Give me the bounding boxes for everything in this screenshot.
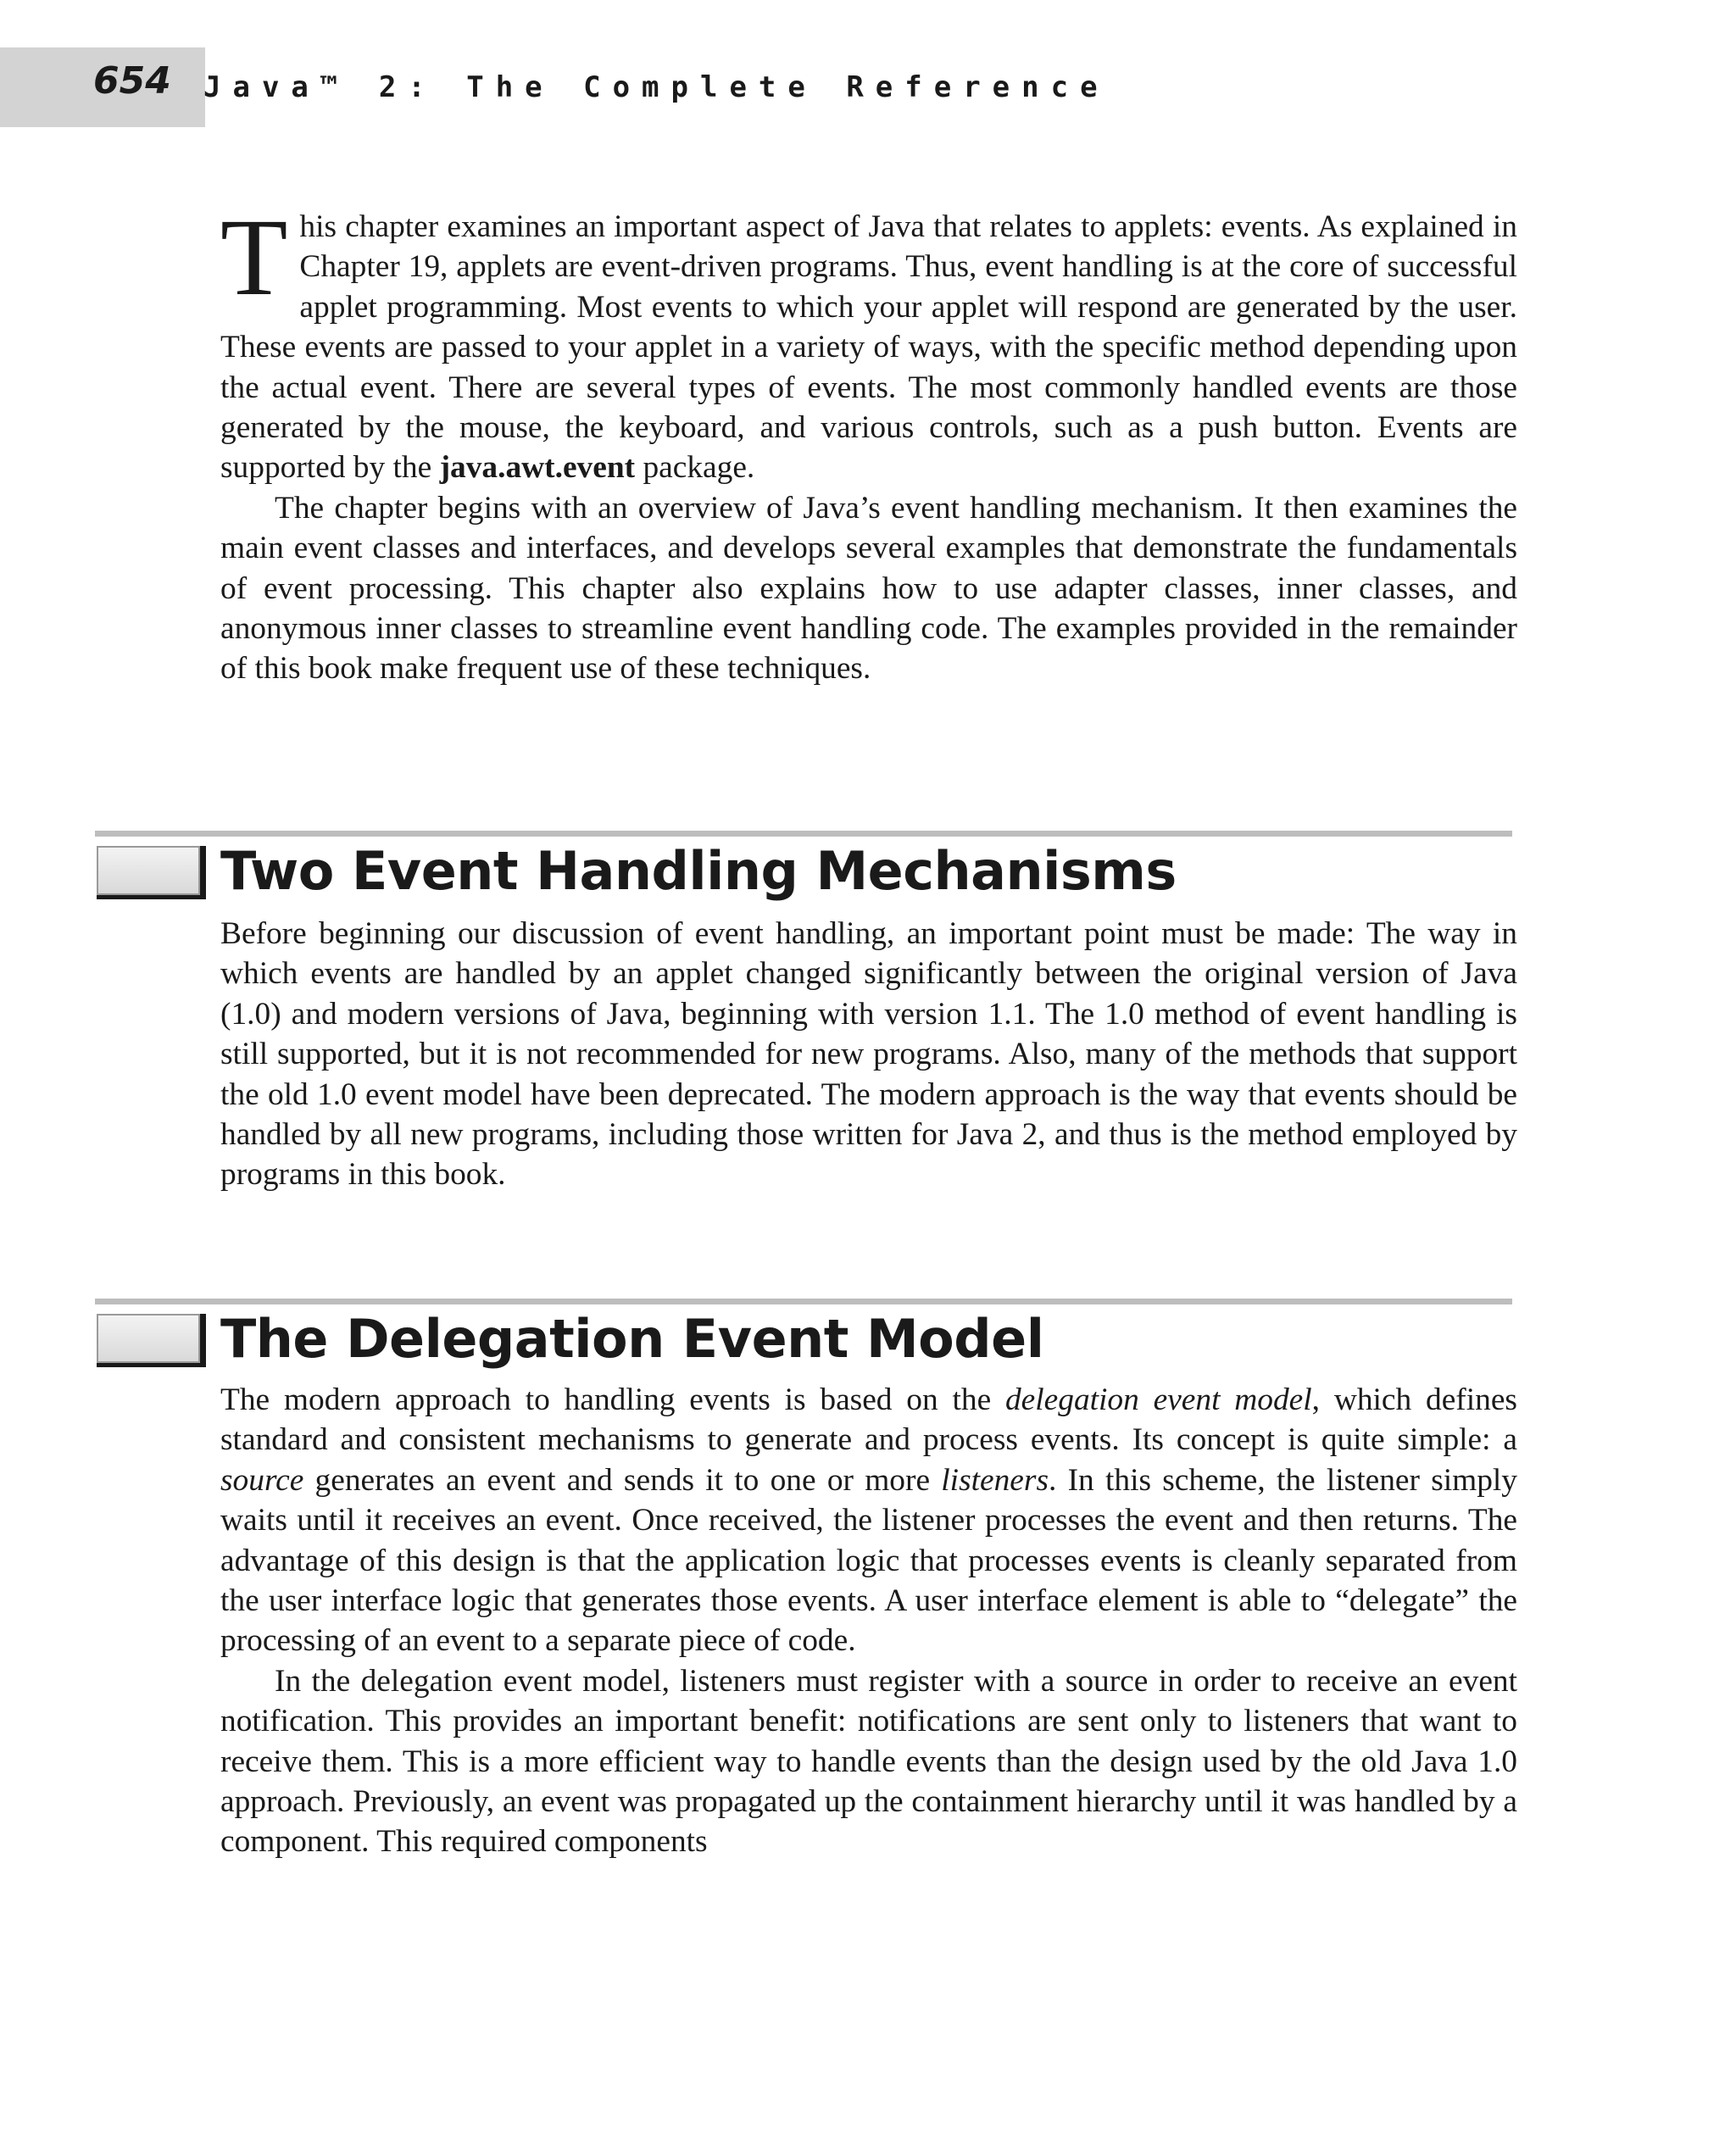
section-title: Two Event Handling Mechanisms bbox=[220, 840, 1177, 902]
section-marker-box bbox=[97, 1314, 206, 1367]
text-run: The modern approach to handling events is based on the bbox=[220, 1382, 1005, 1417]
section-heading-delegation-model bbox=[95, 1299, 1512, 1375]
section-rule bbox=[95, 831, 1512, 837]
page-number: 654 bbox=[93, 59, 171, 103]
drop-cap: T bbox=[220, 197, 288, 319]
section1-paragraph-1: Before beginning our discussion of event handling, an important point must be made: The way in which events are handled by an applet changed significantly between the original version of Java (1.0) and modern versions of Java, beginning with version 1.1. The 1.0 method of event handling is still supported, but it is not recommended for new programs. Also, many of the methods that support the old 1.0 event model have been deprecated. The modern approach is the way that events should be handled by all new programs, including those written for Java 2, and thus is the method employed by programs in this book. bbox=[220, 916, 1517, 1193]
intro-paragraph-1 bbox=[220, 197, 1517, 488]
section-heading-two-mechanisms bbox=[95, 831, 1512, 907]
section-title: The Delegation Event Model bbox=[220, 1308, 1044, 1370]
section-marker-box bbox=[97, 846, 206, 899]
term-source: source bbox=[220, 1462, 304, 1498]
section1-text bbox=[220, 914, 1517, 1195]
text-run: generates an event and sends it to one or more bbox=[303, 1462, 942, 1498]
section-rule bbox=[95, 1299, 1512, 1304]
package-name: java.awt.event bbox=[439, 450, 636, 486]
term-listeners: listeners bbox=[941, 1462, 1049, 1498]
text-run: . In this scheme, the listener simply waits until it receives an event. Once received, the listener processes the event and then returns. The advantage of this design is that the application logic that processes events is cleanly separated from the user interface logic that generates those events. A user interface element is able to “delegate” the processing of an event to a separate piece of code. bbox=[220, 1462, 1517, 1659]
intro-paragraph-2: The chapter begins with an overview of Java’s event handling mechanism. It then examines the main event classes and interfaces, and develops several examples that demonstrate the fundamentals of event processing. This chapter also explains how to use adapter classes, inner classes, and anonymous inner classes to streamline event handling code. The examples provided in the remainder of this book make frequent use of these techniques. bbox=[220, 490, 1517, 687]
term-delegation-event-model: delegation event model bbox=[1004, 1382, 1312, 1417]
intro-text bbox=[220, 197, 1517, 689]
running-title: Java™ 2: The Complete Reference bbox=[203, 70, 1110, 104]
intro-paragraph-1-end: package. bbox=[635, 450, 755, 486]
section2-paragraph-2: In the delegation event model, listeners must register with a source in order to receive an event notification. This provides an important benefit: notifications are sent only to listeners that want to receive them. This is a more efficient way to handle events than the design used by the old Java 1.0 approach. Previously, an event was propagated up the containment hierarchy until it was handled by a component. This required components bbox=[220, 1663, 1517, 1860]
intro-paragraph-1-text: his chapter examines an important aspect of Java that relates to applets: events. As explained in Chapter 19, applets are event-driven programs. Thus, event handling is at the core of successful applet programming. Most events to which your applet will respond are generated by the user. These events are passed to your applet in a variety of ways, with the specific method depending upon the actual event. There are several types of events. The most commonly handled events are those generated by the mouse, the keyboard, and various controls, such as a push button. Events are supported by the bbox=[220, 209, 1517, 486]
section2-paragraph-1 bbox=[220, 1380, 1517, 1661]
text-run: , which defines standard and consistent mechanisms to generate and process events. Its concept is quite simple: a bbox=[220, 1382, 1517, 1458]
section2-text bbox=[220, 1380, 1517, 1862]
